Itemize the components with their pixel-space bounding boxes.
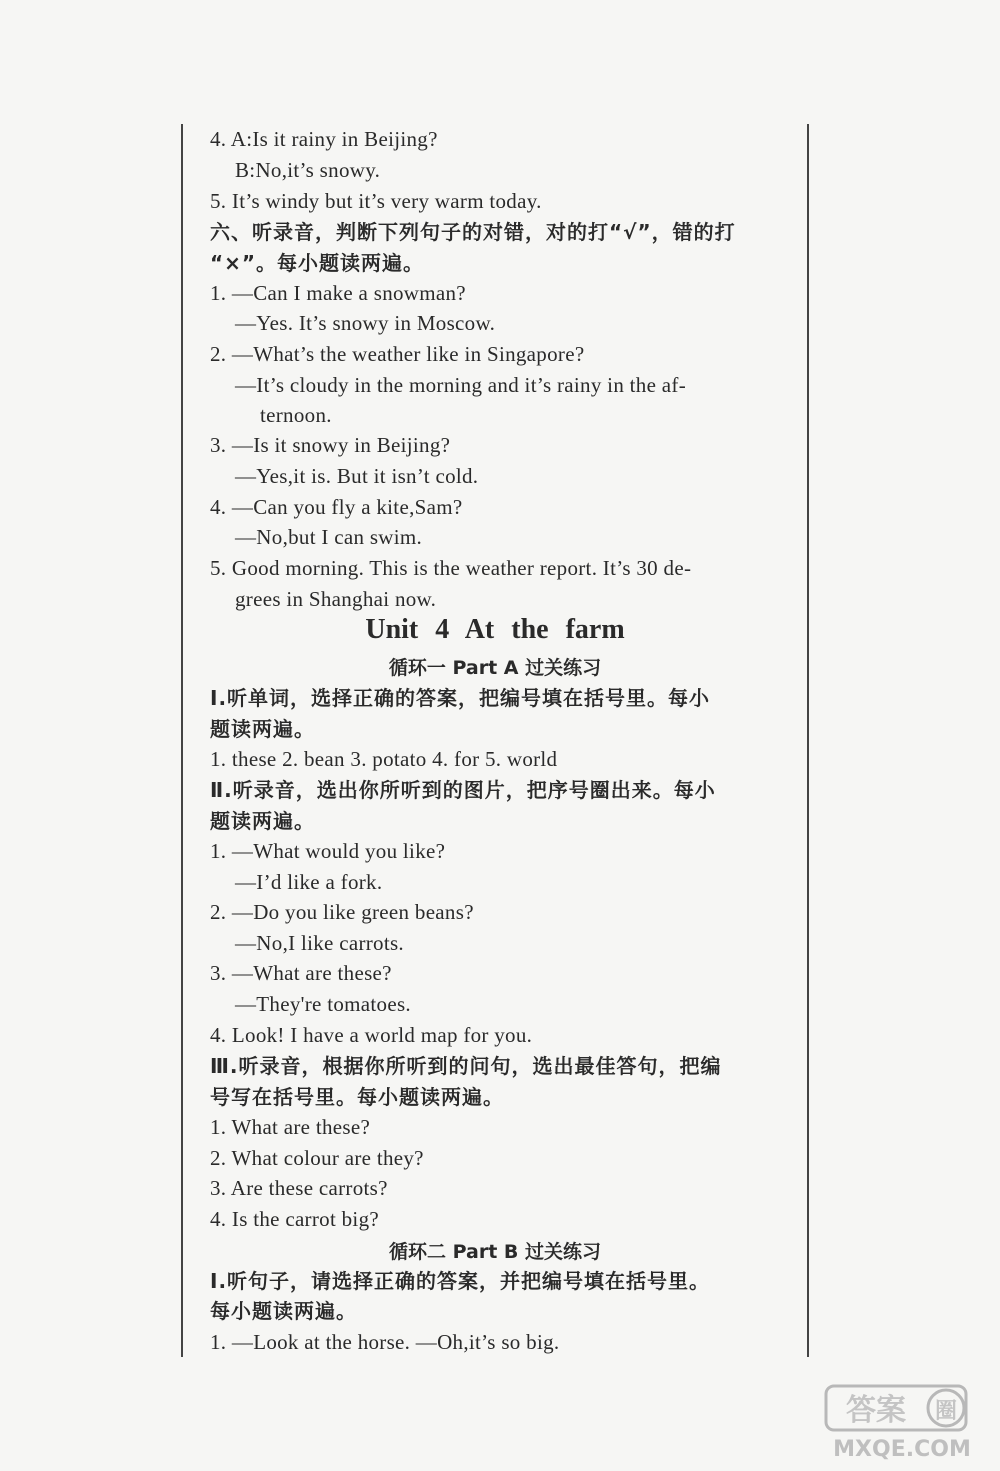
text-line: —They're tomatoes. [235,992,411,1016]
text-line: 4. —Can you fly a kite,Sam? [210,495,463,519]
instruction-line: 题读两遍。 [210,717,315,741]
instruction-line: 题读两遍。 [210,809,315,833]
svg-text:圈: 圈 [934,1399,958,1424]
right-margin-rule [807,124,809,1357]
text-line: 3. Are these carrots? [210,1176,388,1200]
text-line: —It’s cloudy in the morning and it’s rainy in the af- [235,373,686,397]
text-line: ternoon. [260,403,332,427]
text-line: 5. Good morning. This is the weather report. It’s 30 de- [210,556,692,580]
instruction-line: Ⅰ.听句子，请选择正确的答案，并把编号填在括号里。 [210,1269,711,1293]
text-line: 1. these 2. bean 3. potato 4. for 5. world [210,747,558,771]
text-line: 1. —What would you like? [210,839,446,863]
text-line: 1. —Look at the horse. —Oh,it’s so big. [210,1330,560,1354]
text-line: 4. Look! I have a world map for you. [210,1023,533,1047]
instruction-line: Ⅲ.听录音，根据你所听到的问句，选出最佳答句，把编 [210,1054,722,1078]
unit-title: Unit 4 At the farm [365,614,625,645]
text-line: 4. A:Is it rainy in Beijing? [210,127,438,151]
text-line: grees in Shanghai now. [235,587,437,611]
watermark-url: MXQE.COM [833,1437,971,1462]
text-line: 2. —Do you like green beans? [210,900,474,924]
instruction-line: 六、听录音，判断下列句子的对错，对的打“√”，错的打 [210,220,736,244]
text-line: 4. Is the carrot big? [210,1207,379,1231]
section-heading-part-b: 循环二 Part B 过关练习 [388,1241,601,1263]
instruction-line: 每小题读两遍。 [210,1299,357,1323]
text-line: 1. What are these? [210,1115,371,1139]
svg-text:答案: 答案 [846,1393,906,1428]
instruction-line: 号写在括号里。每小题读两遍。 [210,1085,504,1109]
watermark-logo [816,1382,986,1462]
text-line: 3. —Is it snowy in Beijing? [210,433,451,457]
text-line: 1. —Can I make a snowman? [210,281,466,305]
text-line: B:No,it’s snowy. [235,158,381,182]
text-line: 3. —What are these? [210,961,392,985]
text-line: —Yes. It’s snowy in Moscow. [235,311,496,335]
text-line: —No,I like carrots. [235,931,404,955]
text-line: —No,but I can swim. [235,525,423,549]
text-line: —Yes,it is. But it isn’t cold. [235,464,479,488]
instruction-line: Ⅱ.听录音，选出你所听到的图片，把序号圈出来。每小 [210,778,716,802]
text-line: 2. What colour are they? [210,1146,424,1170]
text-line: 2. —What’s the weather like in Singapore? [210,342,585,366]
instruction-line: Ⅰ.听单词，选择正确的答案，把编号填在括号里。每小 [210,686,711,710]
instruction-line: “×”。每小题读两遍。 [210,251,425,275]
left-margin-rule [181,124,183,1357]
text-line: —I’d like a fork. [235,870,383,894]
section-heading-part-a: 循环一 Part A 过关练习 [388,657,602,679]
text-line: 5. It’s windy but it’s very warm today. [210,189,542,213]
